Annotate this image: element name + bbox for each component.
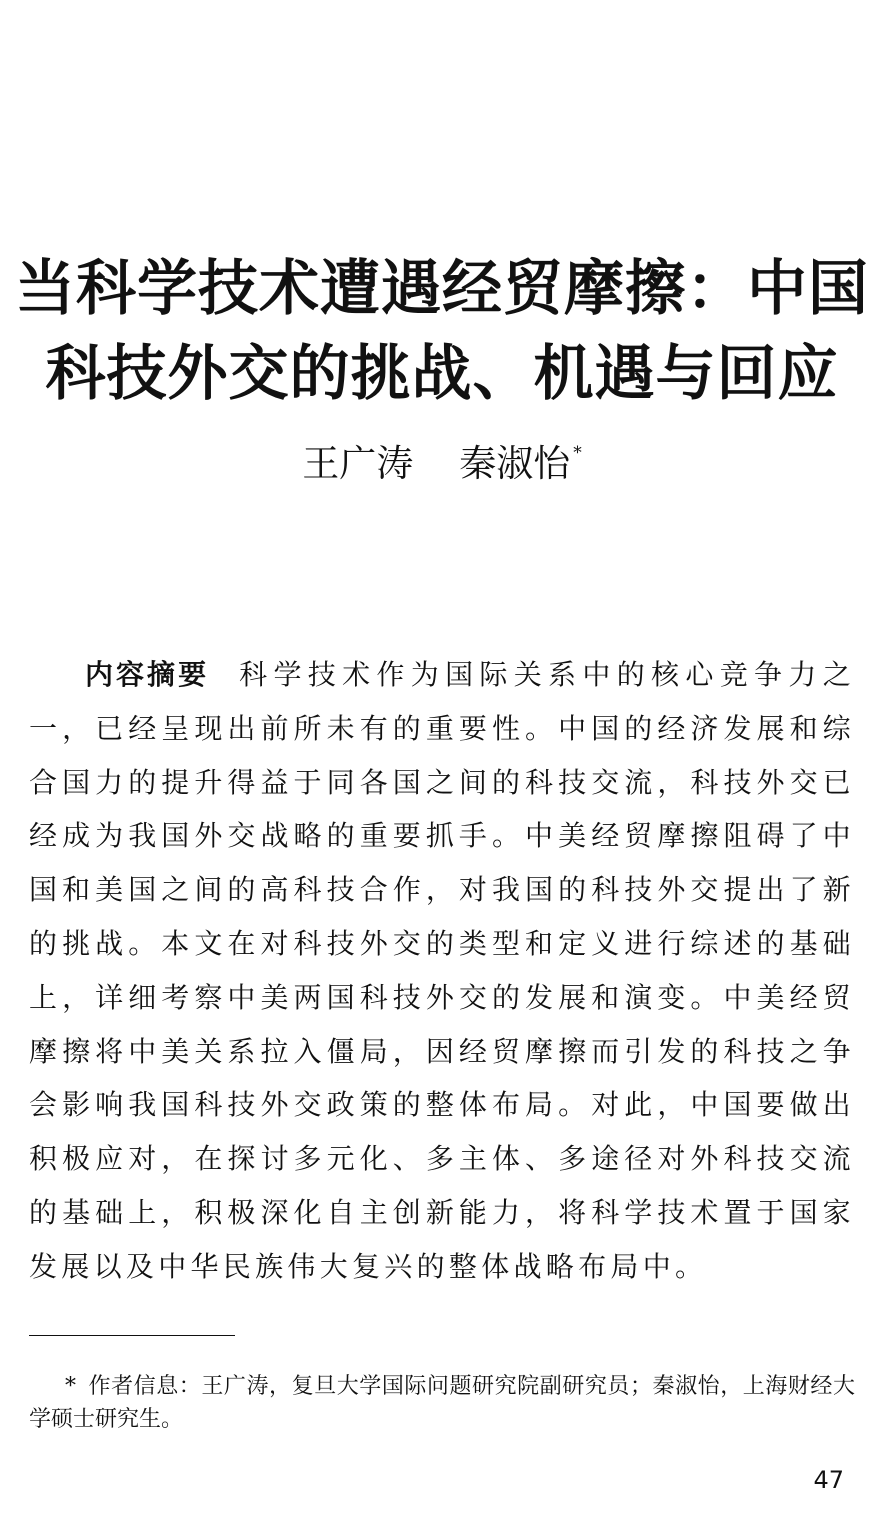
article-title-line-1: 当科学技术遭遇经贸摩擦：中国 [15,254,869,324]
author-footnote-mark: * [573,443,582,463]
author-line [0,442,884,485]
article-title-line-2: 科技外交的挑战、机遇与回应 [45,339,839,409]
abstract-label: 内容摘要 [85,658,210,691]
abstract-text: 科学技术作为国际关系中的核心竞争力之一，已经呈现出前所未有的重要性。中国的经济发展和综合国力的提升得益于同各国之间的科技交流，科技外交已经成为我国外交战略的重要抓手。中美经贸摩擦阻碍了中国和美国之间的高科技合作，对我国的科技外交提出了新的挑战。本文在对科技外交的类型和定义进行综述的基础上，详细考察中美两国科技外交的发展和演变。中美经贸摩擦将中美关系拉入僵局，因经贸摩擦而引发的科技之争会影响我国科技外交政策的整体布局。对此，中国要做出积极应对，在探讨多元化、多主体、多途径对外科技交流的基础上，积极深化自主创新能力，将科学技术置于国家发展以及中华民族伟大复兴的整体战略布局中。 [29,658,855,1283]
abstract-paragraph [29,648,855,1294]
footnote-mark: * [65,1374,76,1399]
footnote-text: 作者信息：王广涛，复旦大学国际问题研究院副研究员；秦淑怡，上海财经大学硕士研究生。 [29,1374,855,1432]
footnote [29,1370,855,1436]
author-name-2: 秦淑怡 [459,442,571,485]
page-number: 47 [813,1466,844,1494]
author-name-1: 王广涛 [302,442,414,485]
footnote-divider [29,1335,235,1336]
